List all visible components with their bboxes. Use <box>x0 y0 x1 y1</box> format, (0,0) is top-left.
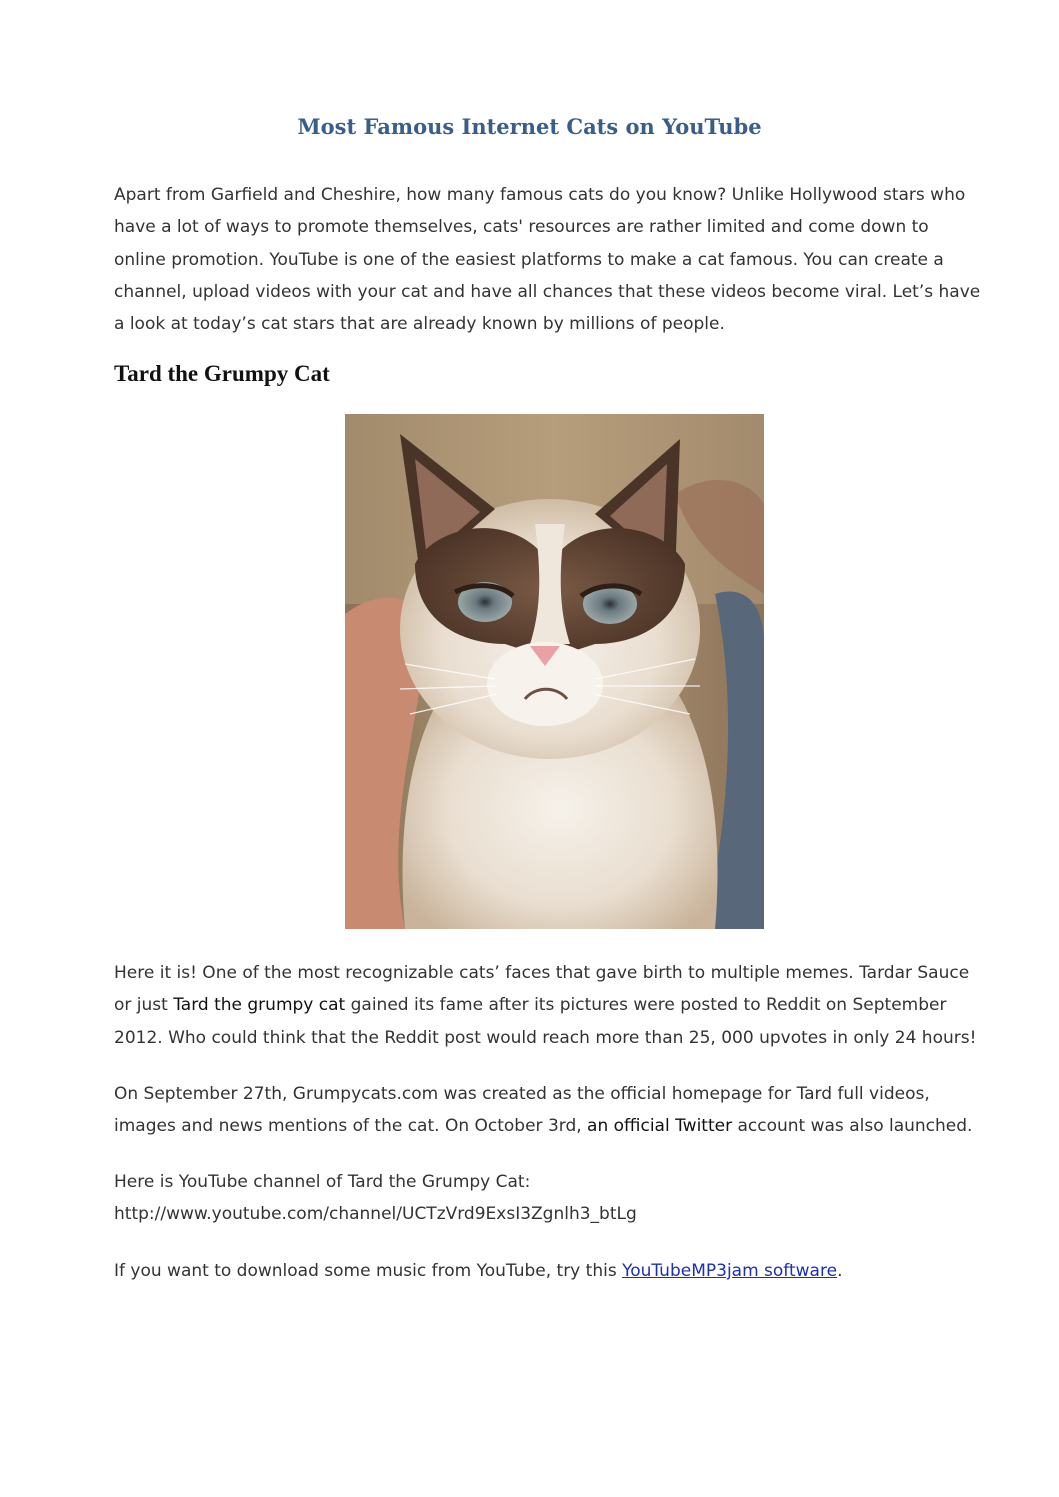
paragraph-download <box>114 1255 994 1287</box>
text-segment: account was also launched. <box>732 1116 973 1137</box>
paragraph-line: Here it is! One of the most recognizable cats’ faces that gave birth to multiple memes. Tardar Sauce <box>114 963 970 983</box>
intro-paragraph <box>114 179 994 340</box>
paragraph-line <box>114 989 994 1021</box>
tard-grumpy-cat-link[interactable]: Tard the grumpy cat <box>173 995 346 1016</box>
text-segment: images and news mentions of the cat. On October 3rd, <box>114 1116 588 1137</box>
paragraph-line: Here is YouTube channel of Tard the Grumpy Cat: <box>114 1172 531 1192</box>
text-segment: If you want to download some music from YouTube, try this <box>114 1261 623 1281</box>
section-heading: Tard the Grumpy Cat <box>114 361 330 386</box>
paragraph-origin <box>114 957 994 1054</box>
intro-line: Apart from Garfield and Cheshire, how many famous cats do you know? Unlike Hollywood stars who <box>114 185 966 205</box>
paragraph-line <box>114 1255 994 1287</box>
intro-line: channel, upload videos with your cat and have all chances that these videos become viral. Let’s have <box>114 281 981 302</box>
official-twitter-link[interactable]: an official Twitter <box>587 1116 733 1137</box>
intro-line: a look at today’s cat stars that are already known by millions of people. <box>114 314 725 335</box>
text-segment: gained its fame after its pictures were posted to Reddit on September <box>345 995 947 1016</box>
text-segment: or just <box>114 995 174 1016</box>
intro-line: online promotion. YouTube is one of the easiest platforms to make a cat famous. You can create a <box>114 249 944 270</box>
paragraph-line <box>114 1110 994 1142</box>
grumpy-cat-photo <box>345 414 764 929</box>
page-title: Most Famous Internet Cats on YouTube <box>297 114 762 139</box>
text-segment: . <box>837 1261 843 1281</box>
paragraph-line: 2012. Who could think that the Reddit post would reach more than 25, 000 upvotes in only 24 hours! <box>114 1027 977 1048</box>
paragraph-channel <box>114 1166 994 1231</box>
paragraph-homepage <box>114 1078 994 1143</box>
channel-url: http://www.youtube.com/channel/UCTzVrd9ExsI3Zgnlh3_btLg <box>114 1204 637 1225</box>
youtubemp3jam-link[interactable]: YouTubeMP3jam software <box>622 1261 838 1281</box>
intro-line: have a lot of ways to promote themselves, cats' resources are rather limited and come down to <box>114 217 929 238</box>
paragraph-line: On September 27th, Grumpycats.com was created as the official homepage for Tard full videos, <box>114 1084 930 1104</box>
